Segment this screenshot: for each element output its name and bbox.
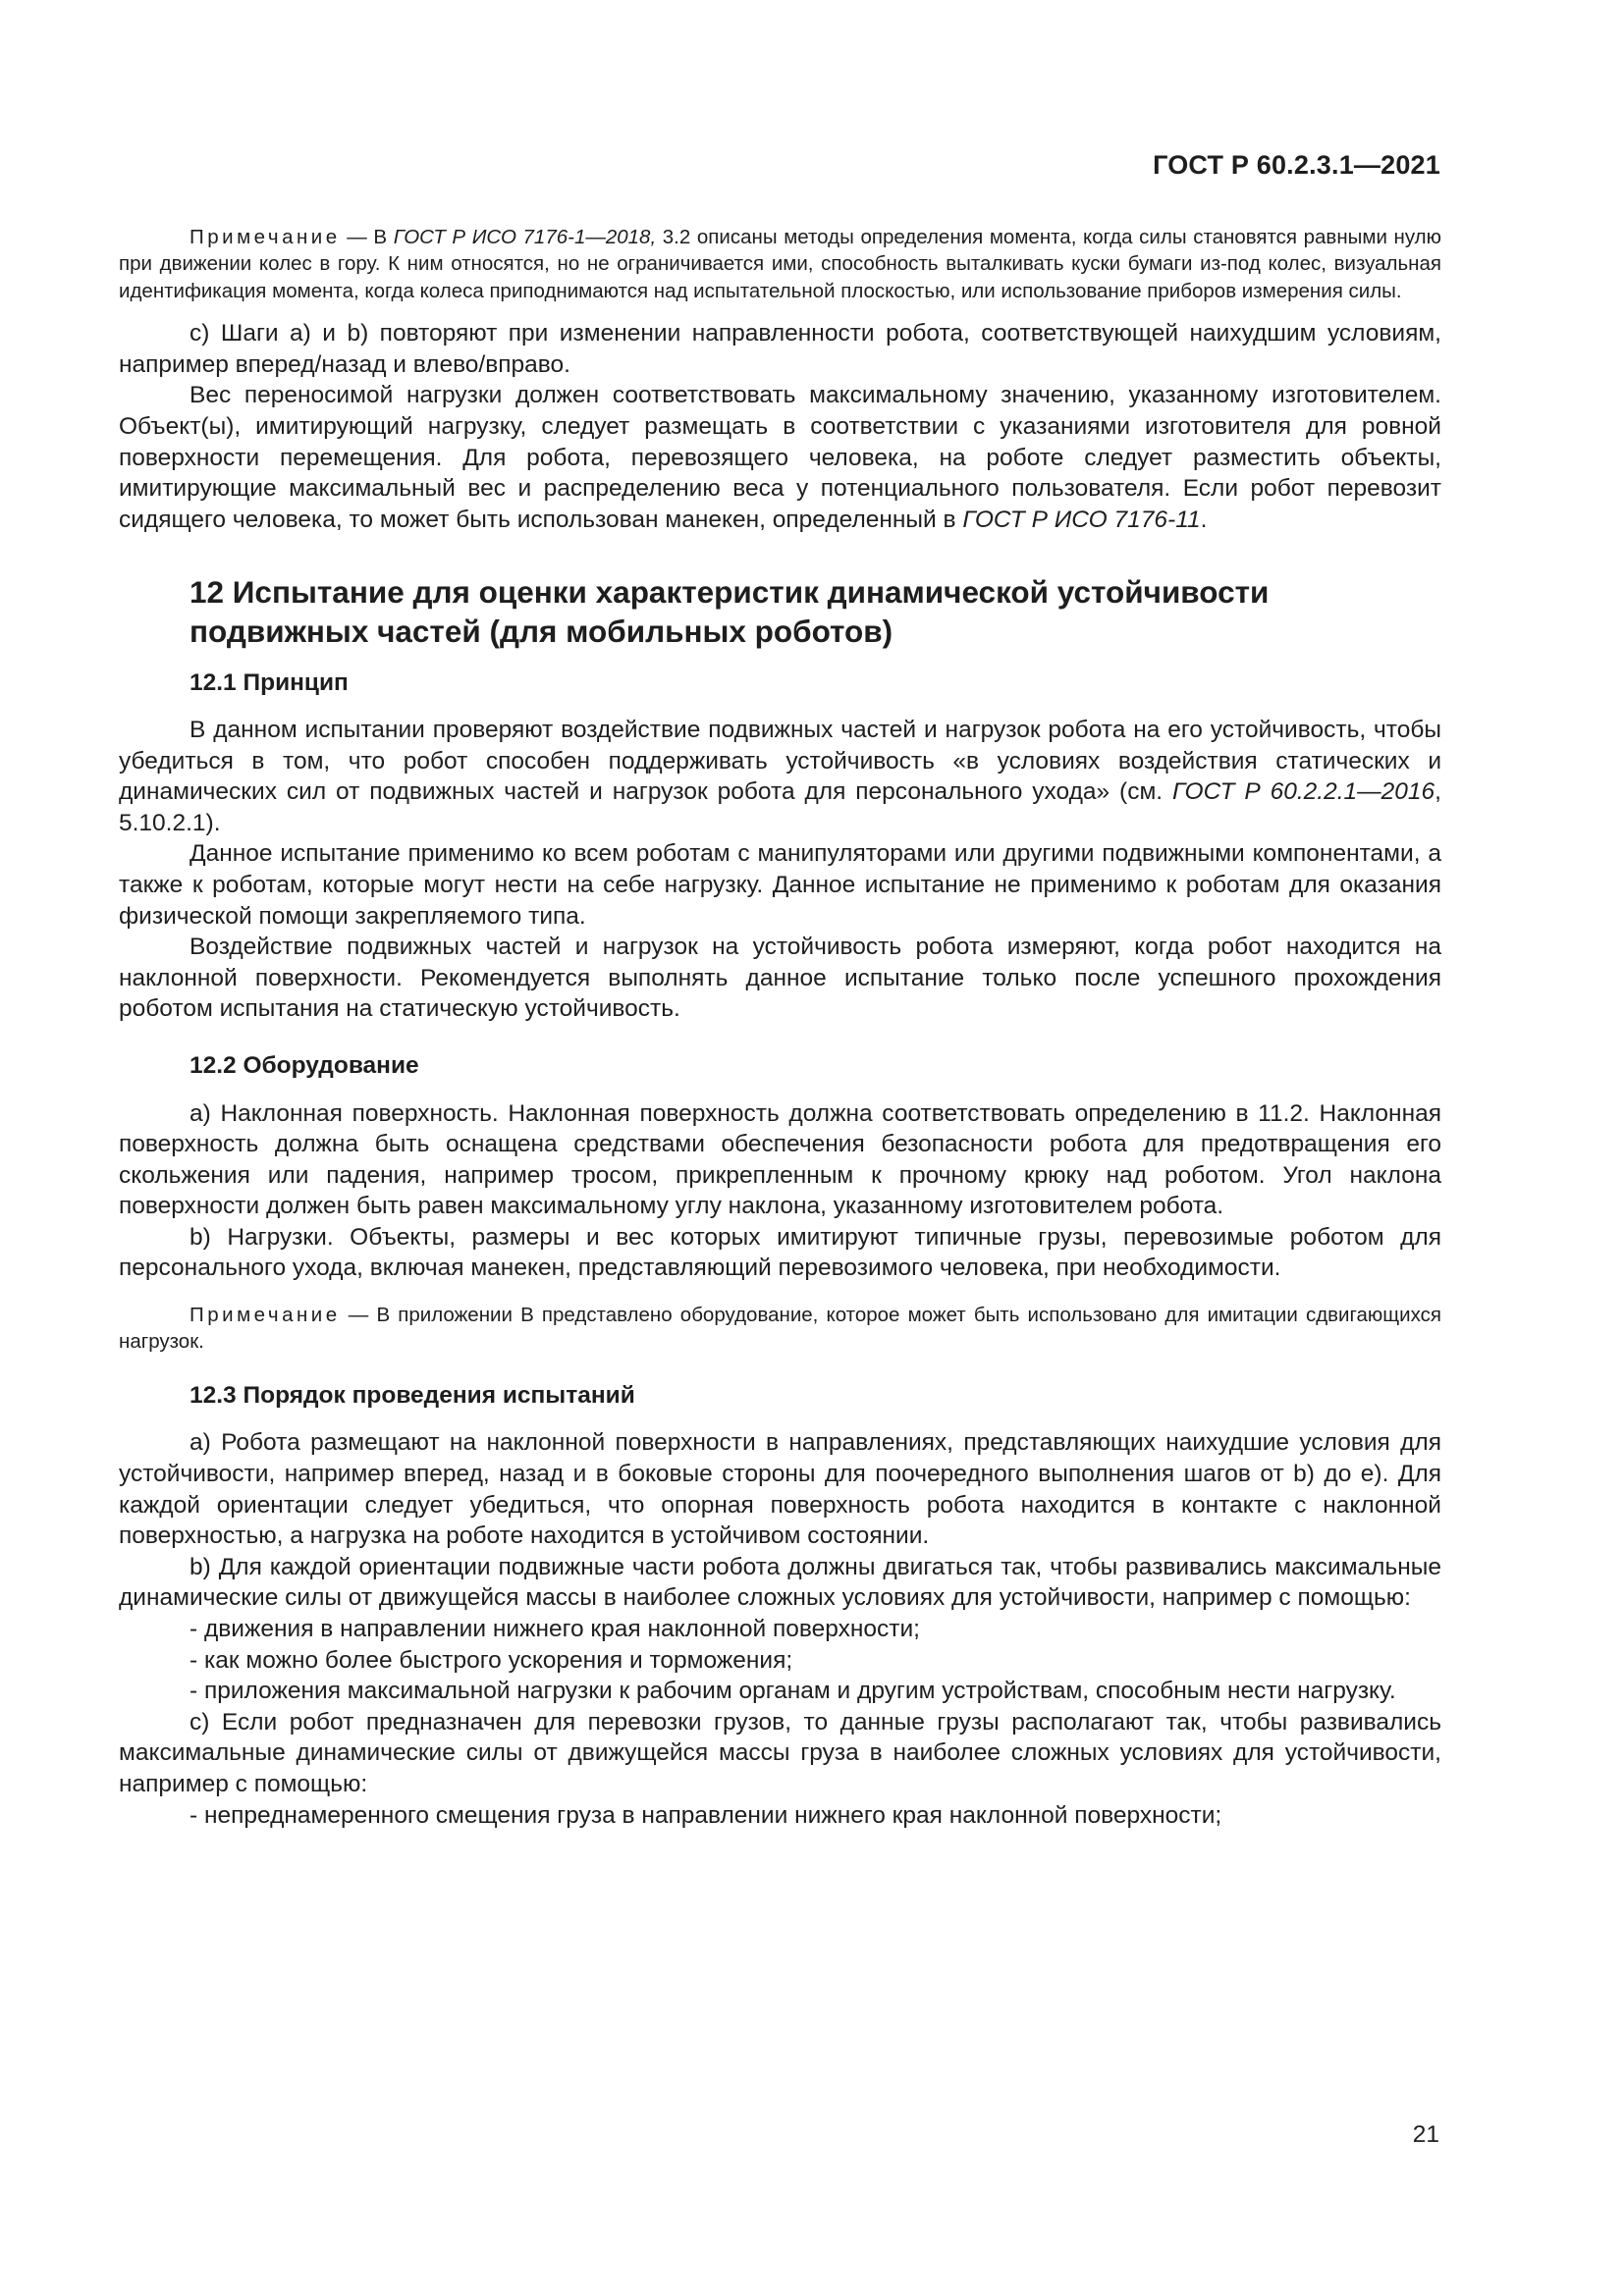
- text-run: , 5.10.2.1).: [119, 778, 1441, 836]
- text-run: 12.1 Принцип: [189, 669, 349, 697]
- body-paragraph: [119, 932, 1441, 1025]
- text-run: Вес переносимой нагрузки должен соответствовать максимальному значению, указанному изготовителем. Объект(ы), имитирующий нагрузку, следует размещать в соответствии с указаниями изготовителя для ровной поверхности перемещения. Для робота, перевозящего человека, на роботе следует разместить объекты, имитирующие максимальный вес и распределению веса у потенциального пользователя. Если робот перевозит сидящего человека, то может быть использован манекен, определенный в: [119, 382, 1441, 533]
- note-paragraph: [119, 224, 1441, 304]
- text-run: 12 Испытание для оценки характеристик динамической устойчивости подвижных частей (для мобильных роботов): [189, 574, 1270, 650]
- text-run: .: [1200, 506, 1208, 533]
- body-paragraph: [119, 715, 1441, 838]
- document-body: [119, 224, 1441, 1831]
- note-paragraph: [119, 1302, 1441, 1356]
- list-item: [119, 1676, 1441, 1707]
- text-run: — В: [340, 226, 394, 248]
- body-paragraph: [119, 838, 1441, 932]
- text-run: 3.2 описаны методы определения момента, когда силы становятся равными нулю при движении колес в гору. К ним относятся, но не ограничивается ими, способность выталкивать куски бумаги из-под колес, визуальная идентификация момента, когда колеса приподнимаются над испытательной плоскостью, или использование приборов измерения силы.: [119, 226, 1442, 302]
- body-paragraph: [119, 1707, 1441, 1800]
- text-run: — В приложении В представлено оборудование, которое может быть использовано для имитации сдвигающихся нагрузок.: [119, 1304, 1441, 1354]
- page-number: 21: [1412, 2121, 1439, 2148]
- subsection-heading: [189, 1050, 1441, 1082]
- body-paragraph: [119, 380, 1441, 535]
- reference-citation: ГОСТ Р ИСО 7176-11: [962, 506, 1201, 533]
- text-run: а) Наклонная поверхность. Наклонная поверхность должна соответствовать определению в 11.2. Наклонная поверхность должна быть оснащена средствами обеспечения безопасности робота для предотвращения его скольжения или падения, например тросом, прикрепленным к прочному крюку над роботом. Угол наклона поверхности должен быть равен максимальному углу наклона, указанному изготовителем робота.: [119, 1099, 1441, 1220]
- text-run: 12.3 Порядок проведения испытаний: [189, 1381, 635, 1409]
- list-item: [119, 1614, 1441, 1645]
- subsection-heading: [189, 667, 1441, 699]
- text-run: c) Если робот предназначен для перевозки грузов, то данные грузы располагают так, чтобы развивались максимальные динамические силы от движущейся массы груза в наиболее сложных условиях для устойчивости, например с помощью:: [119, 1708, 1441, 1797]
- body-paragraph: [119, 318, 1441, 380]
- note-label: Примечание: [189, 1304, 341, 1327]
- standard-code-header: ГОСТ Р 60.2.3.1—2021: [1153, 150, 1440, 180]
- body-paragraph: [119, 1098, 1441, 1222]
- text-run: Воздействие подвижных частей и нагрузок на устойчивость робота измеряют, когда робот находится на наклонной поверхности. Рекомендуется выполнять данное испытание только после успешного прохождения роботом испытания на статическую устойчивость.: [119, 934, 1441, 1023]
- text-run: В данном испытании проверяют воздействие подвижных частей и нагрузок робота на его устойчивость, чтобы убедиться в том, что робот способен поддерживать устойчивость «в условиях воздействия статических и динамических сил от подвижных частей и нагрузок робота для персонального ухода» (см.: [119, 716, 1441, 806]
- reference-citation: ГОСТ Р ИСО 7176-1—2018,: [393, 226, 657, 248]
- list-item: [119, 1800, 1441, 1832]
- body-paragraph: [119, 1552, 1441, 1614]
- text-run: - приложения максимальной нагрузки к рабочим органам и другим устройствам, способным нести нагрузку.: [189, 1678, 1396, 1705]
- text-run: 12.2 Оборудование: [189, 1051, 419, 1079]
- body-paragraph: [119, 1222, 1441, 1284]
- text-run: - непреднамеренного смещения груза в направлении нижнего края наклонной поверхности;: [189, 1801, 1222, 1829]
- text-run: - движения в направлении нижнего края наклонной поверхности;: [189, 1616, 920, 1643]
- text-run: b) Для каждой ориентации подвижные части робота должны двигаться так, чтобы развивались максимальные динамические силы от движущейся массы в наиболее сложных условиях для устойчивости, например с помощью:: [119, 1553, 1441, 1612]
- reference-citation: ГОСТ Р 60.2.2.1—2016: [1172, 778, 1435, 806]
- body-paragraph: [119, 1427, 1441, 1551]
- text-run: Данное испытание применимо ко всем роботам с манипуляторами или другими подвижными компонентами, а также к роботам, которые могут нести на себе нагрузку. Данное испытание не применимо к роботам для оказания физической помощи закрепляемого типа.: [119, 840, 1441, 930]
- text-run: b) Нагрузки. Объекты, размеры и вес которых имитируют типичные грузы, перевозимые роботом для персонального ухода, включая манекен, представляющий перевозимого человека, при необходимости.: [119, 1223, 1441, 1282]
- list-item: [119, 1645, 1441, 1677]
- subsection-heading: [189, 1380, 1441, 1412]
- text-run: а) Робота размещают на наклонной поверхности в направлениях, представляющих наихудшие условия для устойчивости, например вперед, назад и в боковые стороны для поочередного выполнения шагов от b) до е). Для каждой ориентации следует убедиться, что опорная поверхность робота находится в контакте с наклонной поверхностью, а нагрузка на роботе находится в устойчивом состоянии.: [119, 1429, 1441, 1550]
- note-label: Примечание: [189, 226, 341, 248]
- section-heading: [189, 572, 1441, 651]
- text-run: - как можно более быстрого ускорения и торможения;: [189, 1646, 793, 1674]
- text-run: c) Шаги а) и b) повторяют при изменении направленности робота, соответствующей наихудшим условиям, например вперед/назад и влево/вправо.: [119, 320, 1441, 378]
